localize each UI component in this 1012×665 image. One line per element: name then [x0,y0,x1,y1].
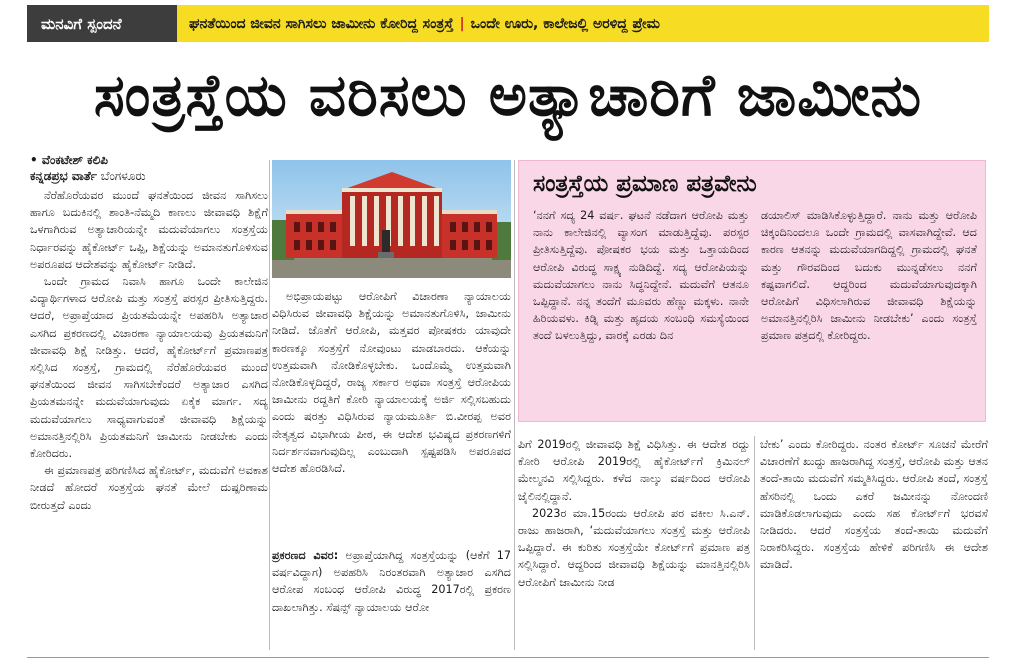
kicker [177,5,989,42]
kicker-right: ಒಂದೇ ಊರು, ಕಾಲೇಜಲ್ಲಿ ಅರಳಿದ್ದ ಪ್ರೇಮ [470,15,660,32]
byline-source: ಕನ್ನಡಪ್ರಭ ವಾರ್ತೆ [30,169,97,183]
column-3 [518,436,750,650]
column-1-paragraph: ಈ ಪ್ರಮಾಣಪತ್ರ ಪರಿಗಣಿಸಿದ ಹೈಕೋರ್ಟ್, ಮದುವೆಗೆ ಅವಕಾಶ ನೀಡದೆ ಹೋದರೆ ಸಂತ್ರಸ್ತೆಯ ಘನತೆ ಮೇಲೆ ದುಷ್ಪರಿಣಾಮ ಬೀರುತ್ತದೆ ಎಂದು [30,464,268,512]
byline-place: ಬೆಂಗಳೂರು [100,169,146,183]
column-1-paragraph: ನೆರೆಹೊರೆಯವರ ಮುಂದೆ ಘನತೆಯಿಂದ ಜೀವನ ಸಾಗಿಸಲು ಹಾಗೂ ಬದುಕಿನಲ್ಲಿ ಶಾಂತಿ-ನೆಮ್ಮದಿ ಕಾಣಲು ಜೀವಾವಧಿ ಶಿಕ್ಷೆಗೆ ಒಳಗಾಗಿರುವ ಅತ್ಯಾಚಾರಿಯನ್ನೇ ಮದುವೆಯಾಗಲು ಸಂತ್ರಸ್ತೆಯ ನಿರ್ಧಾರವನ್ನು ಹೈಕೋರ್ಟ್ ಒಪ್ಪಿ, ಶಿಕ್ಷೆಯನ್ನು ಅಮಾನತುಗೊಳಿಸುವ ಅಪರೂಪದ ಆದೇಶವನ್ನು ಹೈಕೋರ್ಟ್ ನೀಡಿದೆ. [30,189,268,271]
column-2 [272,288,511,476]
column-2-details [272,547,511,651]
affidavit-column-1: ‘ನನಗೆ ಸದ್ಯ 24 ವರ್ಷ. ಘಟನೆ ನಡೆದಾಗ ಆರೋಪಿ ಮತ್ತು ನಾನು ಕಾಲೇಜಿನಲ್ಲಿ ವ್ಯಾಸಂಗ ಮಾಡುತ್ತಿದ್ದೆವು. ಪರಸ್ಪರ ಪ್ರೀತಿಸುತ್ತಿದ್ದೆವು. ಪೋಷಕರ ಭಯ ಮತ್ತು ಒತ್ತಾಯದಿಂದ ಆರೋಪಿ ವಿರುದ್ಧ ಸಾಕ್ಷ್ಯ ನುಡಿದಿದ್ದೆ. ಸದ್ಯ ಆರೋಪಿಯನ್ನು ಮದುವೆಯಾಗಲು ನಾನು ಸಿದ್ಧನಿದ್ದೇನೆ. ಮದುವೆಗೆ ಆತನೂ ಒಪ್ಪಿದ್ದಾನೆ. ನನ್ನ ತಂದೆಗೆ ಮೂವರು ಹೆಣ್ಣು ಮಕ್ಕಳು. ನಾನೇ ಹಿರಿಯವಳು. ಕಿಡ್ನಿ ಮತ್ತು ಹೃದಯ ಸಂಬಂಧಿ ಸಮಸ್ಯೆಯಿಂದ ತಂದೆ ಬಳಲುತ್ತಿದ್ದು, ವಾರಕ್ಕೆ ಎರಡು ದಿನ [533,209,749,343]
kicker-separator: | [459,15,465,32]
column-divider [514,160,515,650]
column-2-paragraph: ಅಭಿಪ್ರಾಯಪಟ್ಟು ಆರೋಪಿಗೆ ವಿಚಾರಣಾ ನ್ಯಾಯಾಲಯ ವಿಧಿಸಿರುವ ಜೀವಾವಧಿ ಶಿಕ್ಷೆಯನ್ನು ಅಮಾನತುಗೊಳಿಸಿ, ಜಾಮೀನು ನೀಡಿದೆ. ಜೊತೆಗೆ ಆರೋಪಿ, ಮತ್ತವರ ಪೋಷಕರು ಯಾವುದೇ ಕಾರಣಕ್ಕೂ ಸಂತ್ರಸ್ತೆಗೆ ನೋವುಂಟು ಮಾಡಬಾರದು. ಆಕೆಯನ್ನು ಉತ್ತಮವಾಗಿ ನೋಡಿಕೊಳ್ಳಬೇಕು. ಒಂದೊಮ್ಮೆ ಉತ್ತಮವಾಗಿ ನೋಡಿಕೊಳ್ಳದಿದ್ದರೆ, ರಾಜ್ಯ ಸರ್ಕಾರ ಅಥವಾ ಸಂತ್ರಸ್ತೆ ಆರೋಪಿಯ ಜಾಮೀನು ರದ್ದತಿಗೆ ಕೋರಿ ನ್ಯಾಯಾಲಯಕ್ಕೆ ಅರ್ಜಿ ಸಲ್ಲಿಸಬಹುದು ಎಂದು ಷರತ್ತು ವಿಧಿಸಿರುವ ನ್ಯಾಯಮೂರ್ತಿ ಬಿ.ವೀರಪ್ಪ ಅವರ ನೇತೃತ್ವದ ವಿಭಾಗೀಯ ಪೀಠ, ಈ ಆದೇಶ ಭವಿಷ್ಯದ ಪ್ರಕರಣಗಳಿಗೆ ನಿರ್ದರ್ಶನವಾಗುವುದಿಲ್ಲ ಎಂಬುದಾಗಿ ಸ್ಪಷ್ಟಪಡಿಸಿ ಅಪರೂಪದ ಆದೇಶ ಹೊರಡಿಸಿದೆ. [272,290,511,476]
details-label: ಪ್ರಕರಣದ ವಿವರ: [272,549,339,562]
kicker-left: ಘನತೆಯಿಂದ ಜೀವನ ಸಾಗಿಸಲು ಜಾಮೀನು ಕೋರಿದ್ದ ಸಂತ್ರಸ್ತೆ [189,15,454,32]
section-tag: ಮನವಿಗೆ ಸ್ಪಂದನೆ [27,5,177,42]
details-text: ಅಪ್ರಾಪ್ತೆಯಾಗಿದ್ದ ಸಂತ್ರಸ್ತೆಯನ್ನು (ಆಕೆಗೆ 17 ವರ್ಷವಿದ್ದಾಗ) ಅಪಹರಿಸಿ ನಿರಂತರವಾಗಿ ಅತ್ಯಾಚಾರ ಎಸಗಿದ ಆರೋಪ ಸಂಬಂಧ ಆರೋಪಿ ವಿರುದ್ಧ 2017ರಲ್ಲಿ ಪ್ರಕರಣ ದಾಖಲಾಗಿತ್ತು. ಸೆಷನ್ಸ್ ನ್ಯಾಯಾಲಯ ಆರೋ [272,549,512,614]
byline-author: • ವೆಂಕಟೇಶ್ ಕಲಿಪಿ [30,153,108,167]
affidavit-column-2: ಡಯಾಲಿಸ್ ಮಾಡಿಸಿಕೊಳ್ಳುತ್ತಿದ್ದಾರೆ. ನಾನು ಮತ್ತು ಆರೋಪಿ ಚಿಕ್ಕಂದಿನಿಂದಲೂ ಒಂದೇ ಗ್ರಾಮದಲ್ಲಿ ವಾಸವಾಗಿದ್ದೇವೆ. ಆದ ಕಾರಣ ಆತನನ್ನು ಮದುವೆಯಾಗದಿದ್ದಲ್ಲಿ ಗ್ರಾಮದಲ್ಲಿ ಘನತೆ ಮತ್ತು ಗೌರವದಿಂದ ಬದುಕು ಮುನ್ನಡೆಸಲು ನನಗೆ ಕಷ್ಟವಾಗಲಿದೆ. ಆದ್ದರಿಂದ ಮದುವೆಯಾಗುವುದಕ್ಕಾಗಿ ಆರೋಪಿಗೆ ವಿಧಿಸಲಾಗಿರುವ ಜೀವಾವಧಿ ಶಿಕ್ಷೆಯನ್ನು ಅಮಾನತ್ತಿನಲ್ಲಿರಿಸಿ ಜಾಮೀನು ನೀಡಬೇಕು’ ಎಂದು ಸಂತ್ರಸ್ತೆ ಪ್ರಮಾಣ ಪತ್ರದಲ್ಲಿ ಕೋರಿದ್ದರು. [761,209,977,343]
affidavit-box [518,160,986,422]
topbar [27,5,989,42]
affidavit-title: ಸಂತ್ರಸ್ತೆಯ ಪ್ರಮಾಣ ಪತ್ರವೇನು [533,171,757,197]
high-court-building-image [272,160,511,278]
column-4 [760,436,988,650]
column-divider [269,160,270,650]
byline [30,152,268,184]
bottom-rule [27,657,989,658]
headline: ಸಂತ್ರಸ್ತೆಯ ವರಿಸಲು ಅತ್ಯಾಚಾರಿಗೆ ಜಾಮೀನು [93,60,923,129]
column-1 [30,187,268,647]
column-divider [754,436,755,650]
high-court-photo [272,160,511,278]
column-3-paragraph: ಪಿಗೆ 2019ರಲ್ಲಿ ಜೀವಾವಧಿ ಶಿಕ್ಷೆ ವಿಧಿಸಿತ್ತು. ಈ ಆದೇಶ ರದ್ದು ಕೋರಿ ಆರೋಪಿ 2019ರಲ್ಲಿ ಹೈಕೋರ್ಟ್‌ಗೆ ಕ್ರಿಮಿನಲ್ ಮೇಲ್ಮನವಿ ಸಲ್ಲಿಸಿದ್ದರು. ಕಳೆದ ನಾಲ್ಕು ವರ್ಷದಿಂದ ಆರೋಪಿ ಜೈಲಿನಲ್ಲಿದ್ದಾನೆ. [518,438,750,503]
column-1-paragraph: ಒಂದೇ ಗ್ರಾಮದ ನಿವಾಸಿ ಹಾಗೂ ಒಂದೇ ಕಾಲೇಜಿನ ವಿದ್ಯಾರ್ಥಿಗಳಾದ ಆರೋಪಿ ಮತ್ತು ಸಂತ್ರಸ್ತೆ ಪರಸ್ಪರ ಪ್ರೀತಿಸುತ್ತಿದ್ದರು. ಆದರೆ, ಅಪ್ರಾಪ್ತೆಯಾದ ಪ್ರಿಯತಮೆಯನ್ನೇ ಅಪಹರಿಸಿ ಅತ್ಯಾಚಾರ ಎಸಗಿದ ಪ್ರಕರಣದಲ್ಲಿ ವಿಚಾರಣಾ ನ್ಯಾಯಾಲಯವು ಪ್ರಿಯತಮನಿಗೆ ಜೀವಾವಧಿ ಶಿಕ್ಷೆ ನೀಡಿತ್ತು. ಆದರೆ, ಹೈಕೋರ್ಟ್‌ಗೆ ಪ್ರಮಾಣಪತ್ರ ಸಲ್ಲಿಸಿದ ಸಂತ್ರಸ್ತೆ, ಗ್ರಾಮದಲ್ಲಿ ನೆರೆಹೊರೆಯವರ ಮುಂದೆ ಘನತೆಯಿಂದ ಜೀವನ ಸಾಗಿಸಬೇಕೆಂದರೆ ಅತ್ಯಾಚಾರ ಎಸಗಿದ ಪ್ರಿಯತಮನನ್ನೇ ಮದುವೆಯಾಗುವುದು ಏಕೈಕ ಮಾರ್ಗ. ಸದ್ಯ ಮದುವೆಯಾಗಲು ಸಾಧ್ಯವಾಗುವಂತೆ ಜೀವಾವಧಿ ಶಿಕ್ಷೆಯನ್ನು ಅಮಾನತ್ತಿನಲ್ಲಿರಿಸಿ ಪ್ರಿಯತಮನಿಗೆ ಜಾಮೀನು ನೀಡಬೇಕು ಎಂದು ಕೋರಿದರು. [30,275,268,461]
column-3-paragraph: 2023ರ ಮಾ.15ರಂದು ಆರೋಪಿ ಪರ ವಕೀಲ ಸಿ.ಎನ್. ರಾಜು ಹಾಜರಾಗಿ, ‘ಮದುವೆಯಾಗಲು ಸಂತ್ರಸ್ತೆ ಮತ್ತು ಆರೋಪಿ ಒಪ್ಪಿದ್ದಾರೆ. ಈ ಕುರಿತು ಸಂತ್ರಸ್ತೆಯೇ ಕೋರ್ಟ್‌ಗೆ ಪ್ರಮಾಣ ಪತ್ರ ಸಲ್ಲಿಸಿದ್ದಾರೆ. ಆದ್ದರಿಂದ ಜೀವಾವಧಿ ಶಿಕ್ಷೆಯನ್ನು ಮಾನತ್ತಿನಲ್ಲಿರಿಸಿ ಆರೋಪಿಗೆ ಜಾಮೀನು ನೀಡ [518,506,750,589]
column-4-paragraph: ಬೇಕು’ ಎಂದು ಕೋರಿದ್ದರು. ನಂತರ ಕೋರ್ಟ್ ಸೂಚನೆ ಮೇರೆಗೆ ವಿಚಾರಣೆಗೆ ಖುದ್ದು ಹಾಜರಾಗಿದ್ದ ಸಂತ್ರಸ್ತೆ, ಆರೋಪಿ ಮತ್ತು ಆತನ ತಂದೆ-ತಾಯಿ ಮದುವೆಗೆ ಸಮ್ಮತಿಸಿದ್ದರು. ಆರೋಪಿ ತಂದೆ, ಸಂತ್ರಸ್ತೆ ಹೆಸರಿನಲ್ಲಿ ಒಂದು ಎಕರೆ ಜಮೀನನ್ನು ನೋಂದಣಿ ಮಾಡಿಕೊಡಲಾಗುವುದು ಎಂದು ಸಹ ಕೋರ್ಟ್‌ಗೆ ಭರವಸೆ ನೀಡಿದರು. ಆದರೆ ಸಂತ್ರಸ್ತೆಯ ತಂದೆ-ತಾಯಿ ಮದುವೆಗೆ ನಿರಾಕರಿಸಿದ್ದರು. ಸಂತ್ರಸ್ತೆಯ ಹೇಳಿಕೆ ಪರಿಗಣಿಸಿ ಈ ಆದೇಶ ಮಾಡಿದೆ. [760,438,988,572]
